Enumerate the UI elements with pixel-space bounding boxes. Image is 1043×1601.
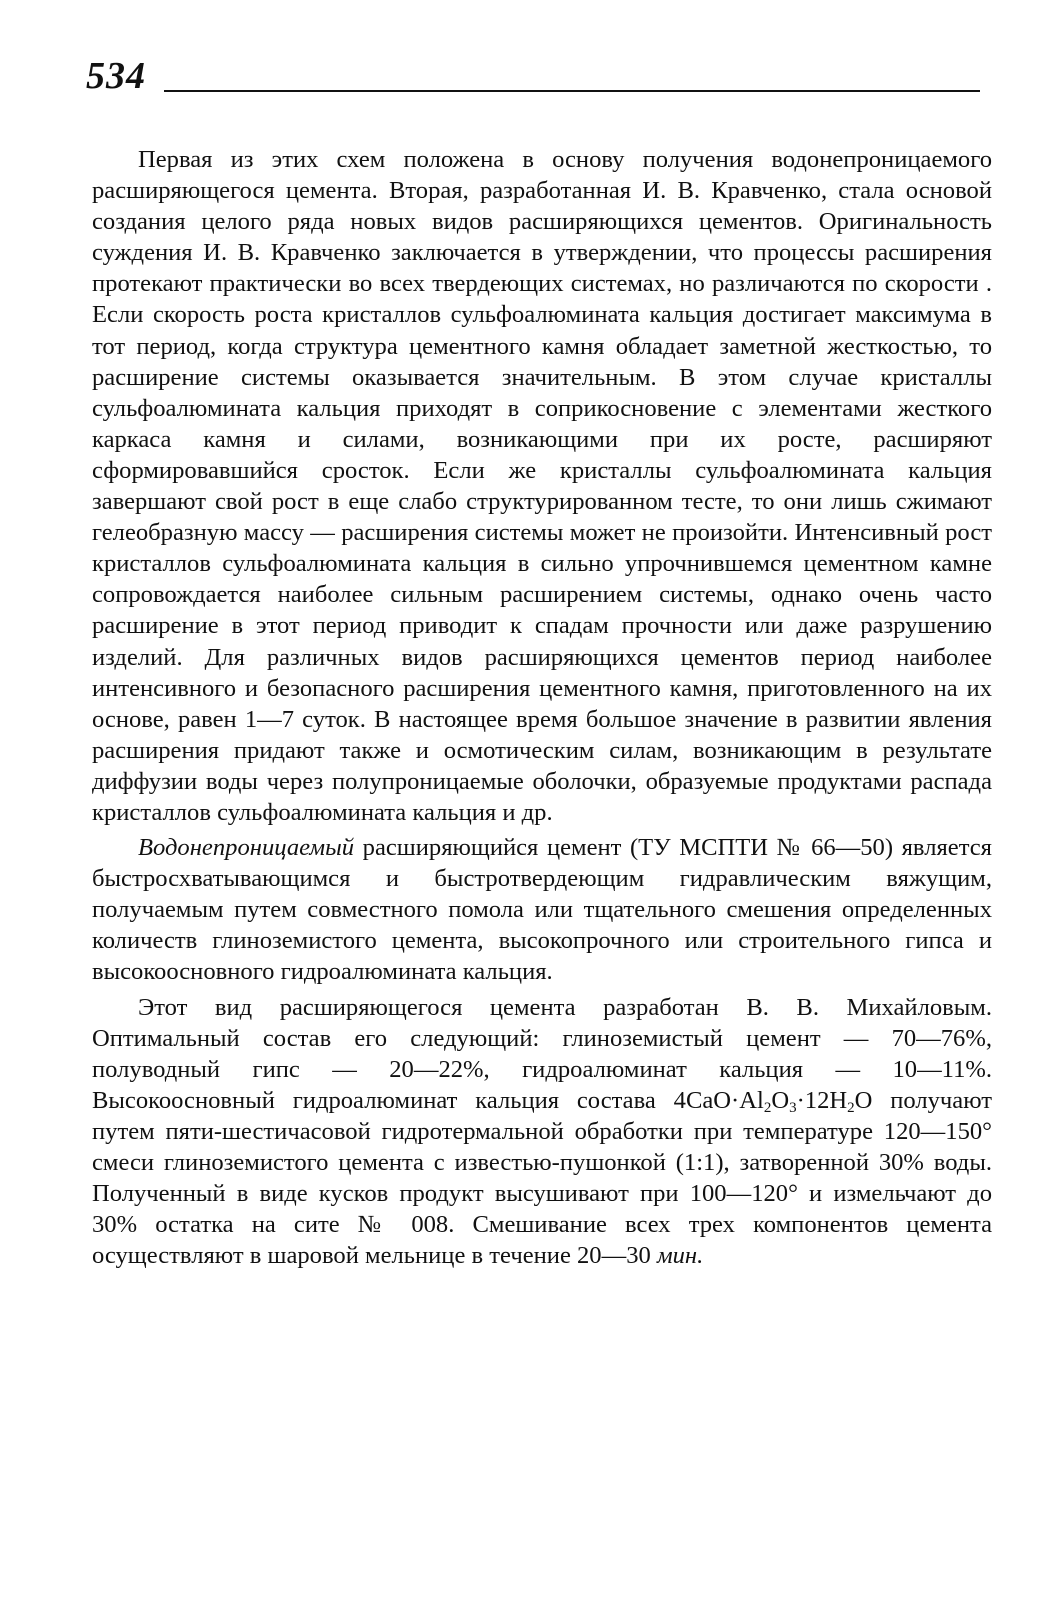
page-header xyxy=(86,50,986,98)
term-waterproof: Водонепроницаемый xyxy=(138,834,355,862)
paragraph-waterproof-cement-text: расширяющийся цемент (ТУ МСПТИ № 66—50) является быстросхватывающимся и быстротвердеющим гидравлическим вяжущим, получаемым путем совместного помола или тщательного смешения определенных количеств глиноземистого цемента, высокопрочного или строительного гипса и высокоосновного гидроалюмината кальция. xyxy=(92,834,992,986)
header-rule xyxy=(164,90,980,92)
paragraph-composition-text-b: получают путем пяти-шестичасовой гидротермальной обработки при температуре 120—150° смеси глиноземистого цемента с известью-пушонкой (1:1), затворенной 30% воды. Полученный в виде кусков продукт высушивают при 100—120° и измельчают до 30% остатка на сите № 008. Смешивание всех трех компонентов цемента осуществляют в шаровой мельнице в течение 20—30 xyxy=(92,1086,992,1270)
unit-minutes: мин. xyxy=(656,1242,704,1270)
body-text xyxy=(92,144,992,1271)
paragraph-composition xyxy=(92,992,992,1272)
page-number: 534 xyxy=(86,55,146,97)
chemical-formula: $4CaO\cdot Al_2O_3\cdot 12H_2O$ xyxy=(673,1086,873,1116)
paragraph-composition-text-a: Этот вид расширяющегося цемента разработан В. В. Михайловым. Оптимальный состав его следующий: глиноземистый цемент — 70—76%, полуводный гипс — 20—22%, гидроалюминат кальция — 10—11%. Высокоосновный гидроалюминат кальция состава xyxy=(92,993,992,1114)
paragraph-expansion-theory: Первая из этих схем положена в основу получения водонепроницаемого расширяющегося цемента. Вторая, разработанная И. В. Кравченко, стала основой создания целого ряда новых видов расширяющихся цементов. Оригинальность суждения И. В. Кравченко заключается в утверждении, что процессы расширения протекают практически во всех твердеющих системах, но различаются по скорости . Если скорость роста кристаллов сульфоалюмината кальция достигает максимума в тот период, когда структура цементного камня обладает заметной жесткостью, то расширение системы оказывается значительным. В этом случае кристаллы сульфоалюмината кальция приходят в соприкосновение с элементами жесткого каркаса камня и силами, возникающими при их росте, расширяют сформировавшийся сросток. Если же кристаллы сульфоалюмината кальция завершают свой рост в еще слабо структурированном тесте, то они лишь сжимают гелеобразную массу — расширения системы может не произойти. Интенсивный рост кристаллов сульфоалюмината кальция в сильно упрочнившемся цементном камне сопровождается наиболее сильным расширением системы, однако очень часто расширение в этот период приводит к спадам прочности или даже разрушению изделий. Для различных видов расширяющихся цементов период наиболее интенсивного и безопасного расширения цементного камня, приготовленного на их основе, равен 1—7 суток. В настоящее время большое значение в развитии явления расширения придают также и осмотическим силам, возникающим в результате диффузии воды через полупроницаемые оболочки, образуемые продуктами распада кристаллов сульфоалюмината кальция и др. xyxy=(92,146,992,826)
paragraph-waterproof-cement xyxy=(92,832,992,987)
